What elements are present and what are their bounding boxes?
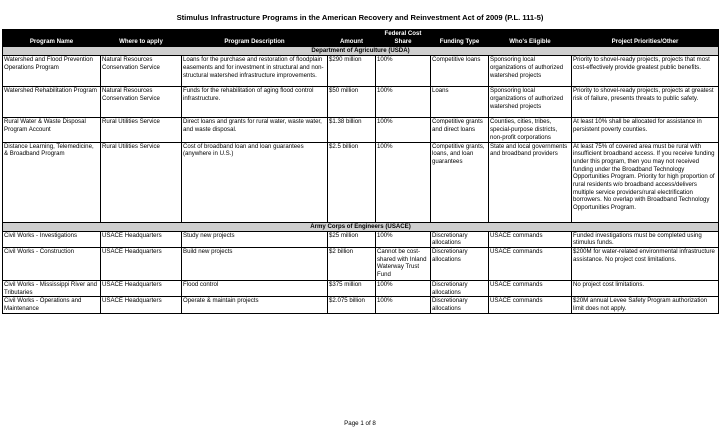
- table-cell: USACE commands: [489, 231, 572, 247]
- table-cell: Distance Learning, Telemedicine, & Broadband Program: [3, 142, 101, 222]
- table-cell: Discretionary allocations: [431, 297, 489, 313]
- column-header: Program Name: [3, 30, 101, 47]
- table-cell: USACE Headquarters: [101, 247, 182, 280]
- table-cell: Discretionary allocations: [431, 231, 489, 247]
- table-cell: $20M annual Levee Safety Program authorization limit does not apply.: [572, 297, 719, 313]
- table-cell: Direct loans and grants for rural water, waste water, and waste disposal.: [182, 118, 328, 142]
- programs-table: [2, 29, 719, 314]
- section-header-row: [3, 47, 719, 56]
- table-cell: 100%: [376, 118, 431, 142]
- table-cell: Rural Utilities Service: [101, 118, 182, 142]
- table-cell: 100%: [376, 280, 431, 296]
- table-cell: Operate & maintain projects: [182, 297, 328, 313]
- table-cell: Rural Water & Waste Disposal Program Account: [3, 118, 101, 142]
- table-cell: Sponsoring local organizations of authorized watershed projects: [489, 87, 572, 118]
- table-cell: Study new projects: [182, 231, 328, 247]
- table-cell: 100%: [376, 231, 431, 247]
- table-cell: Civil Works - Operations and Maintenance: [3, 297, 101, 313]
- table-cell: $1.38 billion: [328, 118, 376, 142]
- table-cell: Natural Resources Conservation Service: [101, 87, 182, 118]
- table-row: [3, 142, 719, 222]
- section-header-row: [3, 222, 719, 231]
- table-cell: Competitive grants and direct loans: [431, 118, 489, 142]
- table-row: [3, 247, 719, 280]
- table-row: [3, 231, 719, 247]
- table-cell: $200M for water-related environmental infrastructure assistance. No project cost limitations.: [572, 247, 719, 280]
- table-cell: 100%: [376, 142, 431, 222]
- table-cell: State and local governments and broadband providers: [489, 142, 572, 222]
- table-row: [3, 87, 719, 118]
- table-cell: USACE Headquarters: [101, 280, 182, 296]
- table-cell: Build new projects: [182, 247, 328, 280]
- column-header: Federal Cost Share: [376, 30, 431, 47]
- table-cell: 100%: [376, 87, 431, 118]
- table-row: [3, 118, 719, 142]
- table-cell: Sponsoring local organizations of authorized watershed projects: [489, 56, 572, 87]
- table-cell: Watershed and Flood Prevention Operations Program: [3, 56, 101, 87]
- section-title: Department of Agriculture (USDA): [3, 47, 719, 56]
- column-header: Amount: [328, 30, 376, 47]
- table-cell: USACE Headquarters: [101, 231, 182, 247]
- section-title: Army Corps of Engineers (USACE): [3, 222, 719, 231]
- table-cell: Counties, cities, tribes, special-purpose districts, non-profit corporations: [489, 118, 572, 142]
- column-header: Where to apply: [101, 30, 182, 47]
- table-cell: USACE Headquarters: [101, 297, 182, 313]
- table-row: [3, 280, 719, 296]
- table-cell: At least 10% shall be allocated for assistance in persistent poverty counties.: [572, 118, 719, 142]
- table-cell: $25 million: [328, 231, 376, 247]
- table-cell: Civil Works - Construction: [3, 247, 101, 280]
- table-cell: Loans: [431, 87, 489, 118]
- column-header: Program Description: [182, 30, 328, 47]
- table-cell: $375 million: [328, 280, 376, 296]
- column-header: Project Priorities/Other: [572, 30, 719, 47]
- table-cell: Cannot be cost-shared with Inland Waterway Trust Fund: [376, 247, 431, 280]
- header-row: [3, 30, 719, 47]
- table-cell: 100%: [376, 297, 431, 313]
- table-cell: No project cost limitations.: [572, 280, 719, 296]
- table-cell: Discretionary allocations: [431, 247, 489, 280]
- table-cell: Watershed Rehabilitation Program: [3, 87, 101, 118]
- table-cell: $50 million: [328, 87, 376, 118]
- table-cell: Loans for the purchase and restoration of floodplain easements and for investment in structural and non-structural watershed infrastructure improvements.: [182, 56, 328, 87]
- table-cell: USACE commands: [489, 280, 572, 296]
- table-cell: $290 million: [328, 56, 376, 87]
- table-cell: Discretionary allocations: [431, 280, 489, 296]
- table-cell: Funded investigations must be completed using stimulus funds.: [572, 231, 719, 247]
- table-row: [3, 56, 719, 87]
- table-cell: Civil Works - Investigations: [3, 231, 101, 247]
- table-cell: Priority to shovel-ready projects, projects at greatest risk of failure, presents threats to public safety.: [572, 87, 719, 118]
- column-header: Funding Type: [431, 30, 489, 47]
- table-cell: Flood control: [182, 280, 328, 296]
- table-cell: Rural Utilities Service: [101, 142, 182, 222]
- column-header: Who's Eligible: [489, 30, 572, 47]
- table-cell: Competitive grants, loans, and loan guarantees: [431, 142, 489, 222]
- table-cell: $2.5 billion: [328, 142, 376, 222]
- page-number: Page 1 of 8: [344, 420, 376, 427]
- table-cell: $2 billion: [328, 247, 376, 280]
- table-cell: $2.075 billion: [328, 297, 376, 313]
- table-row: [3, 297, 719, 313]
- table-cell: At least 75% of covered area must be rural with insufficient broadband access. If you receive funding under this program, then you may not received funding under the Broadband Technology Opportunities Program. Priority for high proportion of rural residents w/o broadband access/delivers multiple service providers/rural electrification borrowers. No overlap with Broadband Technology Opportunities Program.: [572, 142, 719, 222]
- table-cell: Competitive loans: [431, 56, 489, 87]
- table-cell: Priority to shovel-ready projects, projects that most cost-effectively provide greatest public benefits.: [572, 56, 719, 87]
- table-cell: Cost of broadband loan and loan guarantees (anywhere in U.S.): [182, 142, 328, 222]
- table-cell: Natural Resources Conservation Service: [101, 56, 182, 87]
- table-cell: USACE commands: [489, 297, 572, 313]
- table-cell: USACE commands: [489, 247, 572, 280]
- table-cell: 100%: [376, 56, 431, 87]
- table-cell: Civil Works - Mississippi River and Tributaries: [3, 280, 101, 296]
- table-cell: Funds for the rehabilitation of aging flood control infrastructure.: [182, 87, 328, 118]
- document-title: Stimulus Infrastructure Programs in the American Recovery and Reinvestment Act of 2009 (P.L. 111-5): [176, 13, 544, 22]
